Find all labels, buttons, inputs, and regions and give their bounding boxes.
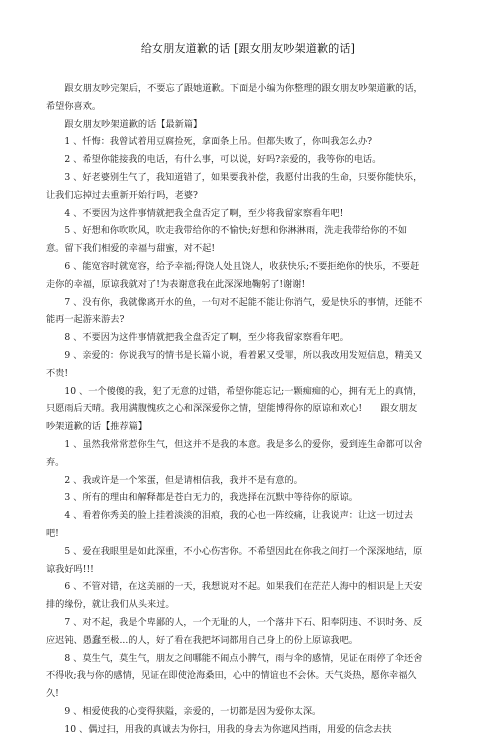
list-item: 2 、我或许是一个笨蛋，但是请相信我，我并不是有意的。 (64, 474, 303, 486)
list-item: 2 、希望你能接我的电话，有什么事，可以说，好吗?亲爱的，我等你的电话。 (64, 154, 382, 166)
list-item: 8 、莫生气，莫生气，朋友之间哪能不闹点小脾气，雨与伞的感情，见证在雨停了伞还舍不得收;我与你的感情，见证在即使沧海桑田，心中的情谊也不会休。天气炎热，愿你幸福久久! (46, 652, 423, 700)
list-item: 7 、对不起，我是个卑鄙的人，一个无耻的人，一个落井下石、阳奉阴违、不识时务、反应迟钝、愚蠢至极...的人，好了看在我把坏词都用自己身上的份上原谅我吧。 (46, 616, 423, 646)
section-heading-latest: 跟女朋友吵架道歉的话【最新篇】 (64, 118, 203, 130)
list-item: 9 、相爱使我的心变得狭隘，亲爱的，一切都是因为爱你太深。 (64, 705, 322, 717)
list-item: 3 、所有的理由和解释都是苍白无力的，我选择在沉默中等待你的原谅。 (64, 492, 358, 504)
list-item: 10 、一个傻傻的我，犯了无意的过错，希望你能忘记;一颗痴痴的心，拥有无上的真情，只愿雨后天晴。我用满腹愧疚之心和深深爱你之情，望能博得你的原谅和欢心! 跟女朋友吵架道歉的话【推荐篇】 (46, 385, 423, 433)
list-item: 4 、看着你秀美的脸上挂着淡淡的泪痕，我的心也一阵绞痛，让我说声：让这一切过去吧! (46, 510, 414, 539)
list-item: 5 、好想和你吹吹风，吹走我带给你的不愉快;好想和你淋淋雨，洗走我带给你的不如意。留下我们相爱的幸福与甜蜜，对不起! (46, 225, 408, 255)
page-title: 给女朋友道歉的话 [跟女朋友吵架道歉的话] (140, 42, 356, 55)
list-item: 6 、不管对错，在这美丽的一天，我想说对不起。如果我们在茫茫人海中的相识是上天安排的缘份，就让我们从头来过。 (46, 581, 423, 611)
list-item: 3 、好老婆别生气了，我知道错了，如果要我补偿，我愿付出我的生命，只要你能快乐，让我们忘掉过去重新开始行吗，老婆? (46, 171, 423, 201)
list-item: 1 、忏悔：我曾试着用豆腐捡死，拿面条上吊。但都失败了，你叫我怎么办? (64, 136, 373, 148)
list-item: 1 、虽然我常常惹你生气，但这并不是我的本意。我是多么的爱你，爱到连生命都可以舍弃。 (46, 438, 423, 468)
list-item: 10 、偶过扫，用我的真诚去为你扫，用我的身去为你遮风挡雨，用爱的信念去扶 (64, 723, 392, 735)
list-item: 9 、亲爱的：你说我写的情书是长篇小说，看着累又受罪，所以我改用发短信息，精美又不贵! (46, 349, 423, 379)
list-item: 8 、不要因为这件事情就把我全盘否定了啊，至少将我留家察看年吧。 (64, 332, 349, 344)
list-item: 6 、能宽容时就宽容，给予幸福;得饶人处且饶人，收获快乐;不要拒绝你的快乐，不要赶走你的幸福，原谅我就对了!为表谢意我在此深深地鞠躬了!谢谢! (46, 260, 420, 290)
list-item: 7 、没有你，我就像离开水的鱼，一句对不起能不能让你消气，爱是快乐的事情，还能不能再一起游来游去? (46, 296, 423, 326)
intro-paragraph: 跟女朋友吵完架后，不要忘了跟她道歉。下面是小编为你整理的跟女朋友吵架道歉的话，希望你喜欢。 (46, 83, 423, 112)
document-body (46, 80, 424, 738)
list-item: 4 、不要因为这件事情就把我全盘否定了啊，至少将我留家察看年吧! (64, 207, 344, 219)
list-item: 5 、爱在我眼里是如此深重，不小心伤害你。不希望因此在你我之间打一个深深地结，原谅我好吗!!! (46, 545, 423, 575)
